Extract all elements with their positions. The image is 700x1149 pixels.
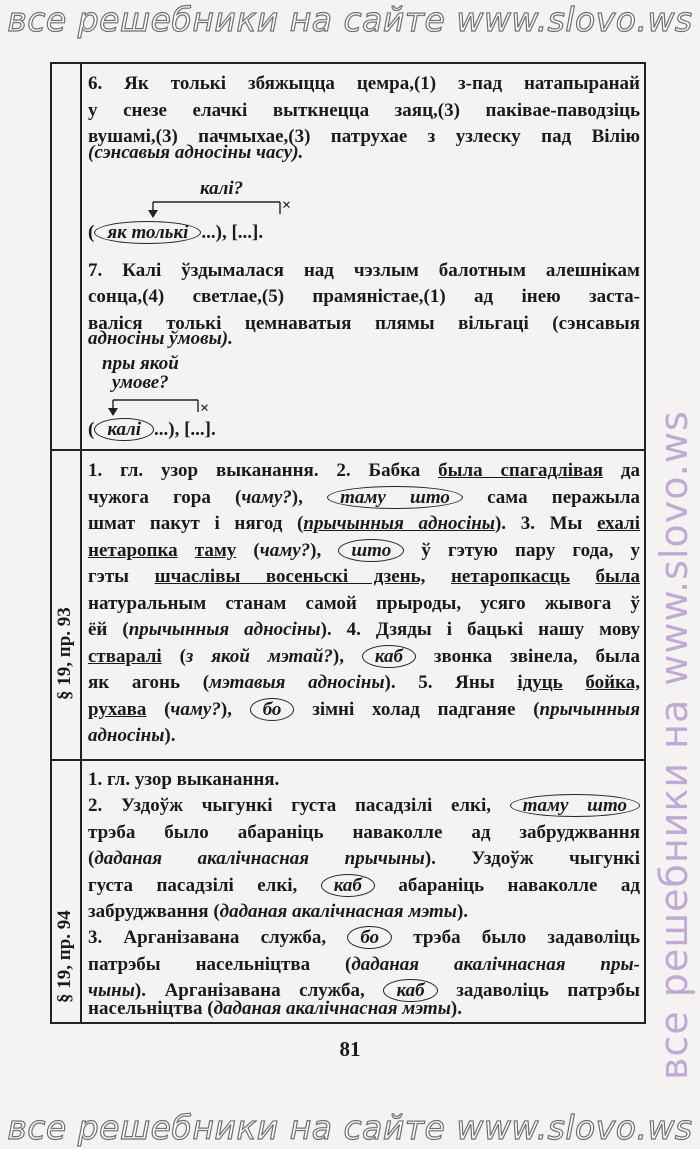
ex93-text: ), xyxy=(291,487,303,508)
ex93-text: ( xyxy=(164,699,171,720)
item7-question-2: умове? xyxy=(112,372,169,393)
ex93-text: звонка звінела, была xyxy=(433,646,640,667)
ex93-question: чаму? xyxy=(241,487,292,508)
item6-scheme-close: ...), [...]. xyxy=(201,222,264,243)
item7-scheme-open: ( xyxy=(88,419,95,440)
ex93-text: натуральным станам самой прыроды, усяго жывога ў xyxy=(88,593,640,614)
ex94-line7 xyxy=(88,925,640,952)
ex94-clause-type: даданая акалічнасная мэты xyxy=(213,998,451,1019)
ex93-text: ). 5. Яны xyxy=(384,672,495,693)
ex93-adverbial: рухава xyxy=(88,699,147,720)
ex93-text: гэты xyxy=(88,566,130,587)
ex93-line7 xyxy=(88,617,640,644)
item6-scheme-open: ( xyxy=(88,222,95,243)
ex94-text: патрэбы насельніцтва ( xyxy=(88,954,352,975)
ex93-text: зімні холад падганяе ( xyxy=(312,699,540,720)
item7-cross: × xyxy=(200,400,210,417)
ex94-clause-type: даданая акалічнасная пры- xyxy=(351,954,640,975)
ex94-conjunction: каб xyxy=(383,979,437,1002)
ex93-correlative: таму xyxy=(194,540,237,561)
item7-line3: валіся толькі цемнаватыя плямы вільгаці (сэнсавыя xyxy=(88,313,640,334)
watermark-top: все решебники на сайте www.slovo.ws xyxy=(7,0,693,39)
row-divider-2 xyxy=(50,759,646,761)
watermark-side: все решебники на www.slovo.ws xyxy=(652,410,696,1080)
ex94-line8 xyxy=(88,952,640,979)
ex93-line3 xyxy=(88,511,640,538)
ex93-line4 xyxy=(88,538,640,565)
item7-conjunction: калі xyxy=(94,418,154,441)
ex93-text: ), xyxy=(332,646,344,667)
ex93-text: ), xyxy=(220,699,232,720)
item6-cross: × xyxy=(282,197,292,214)
ex94-line4 xyxy=(88,846,640,873)
label-column-divider xyxy=(80,62,82,1024)
ex93-text: ), xyxy=(310,540,322,561)
ex93-text: чужога гора ( xyxy=(88,487,242,508)
section-label-94: § 19, пр. 94 xyxy=(54,910,75,1003)
ex94-clause-type: чыны xyxy=(88,980,135,1001)
ex93-text: шмат пакут і нягод ( xyxy=(88,513,304,534)
ex94-line1 xyxy=(88,767,640,794)
ex93-text: ў гэтую пару года, у xyxy=(421,540,641,561)
item7-question-1: пры якой xyxy=(102,353,179,374)
item6-line3: вушамі,(3) пачмыхае,(3) патрухае з узлеску пад Вілію xyxy=(88,126,640,147)
ex94-line5 xyxy=(88,873,640,900)
item6-line1: 6. Як толькі збяжыцца цемра,(1) з-пад натапыранай xyxy=(88,73,640,94)
item7-line2: сонца,(4) светлае,(5) прамяністае,(1) ад інею заста- xyxy=(88,286,640,307)
ex94-text: ). xyxy=(456,901,469,922)
ex94-text: задаволіць патрэбы xyxy=(456,980,641,1001)
ex94-text: густа пасадзілі елкі, xyxy=(88,875,298,896)
ex94-text: ). Уздоўж чыгункі xyxy=(424,848,640,869)
ex93-relation: прычынныя адносіны xyxy=(303,513,495,534)
item6-scheme xyxy=(88,222,263,244)
ex94-text: 1. гл. узор выканання. xyxy=(88,769,280,790)
ex94-line2 xyxy=(88,793,640,820)
ex93-text: ). 3. Мы xyxy=(494,513,583,534)
ex93-line10 xyxy=(88,697,640,724)
item7-relation: адносіны ўмовы). xyxy=(88,328,233,349)
ex94-text: насельніцтва ( xyxy=(88,998,214,1019)
page-number: 81 xyxy=(339,1037,361,1061)
ex93-line9 xyxy=(88,670,640,697)
ex93-question: чаму? xyxy=(170,699,221,720)
ex94-text: трэба было абараніць наваколле ад забруджвання xyxy=(88,822,640,843)
watermark-bottom: все решебники на сайте www.slovo.ws xyxy=(7,1108,693,1147)
ex93-adverbial: бойка, xyxy=(585,672,641,693)
section-label-93: § 19, пр. 93 xyxy=(54,607,75,700)
ex94-clause-type: даданая акалічнасная прычыны xyxy=(94,848,425,869)
row-divider-1 xyxy=(50,449,646,451)
ex93-predicate: ехалі xyxy=(597,513,640,534)
item7-scheme xyxy=(88,419,216,441)
ex93-predicate: была xyxy=(595,566,641,587)
ex93-text: ). xyxy=(164,725,176,746)
item6-relation: (сэнсавыя адносіны часу). xyxy=(88,142,304,163)
ex94-text: ). Арганізавана служба, xyxy=(134,980,365,1001)
item6-conjunction: як толькі xyxy=(94,221,201,244)
ex93-text: сама перажыла xyxy=(487,487,641,508)
ex94-text: трэба было задаволіць xyxy=(413,927,640,948)
ex93-text: 1. гл. узор выканання. 2. Бабка xyxy=(88,460,421,481)
ex93-line1 xyxy=(88,458,640,485)
ex94-conjunction: каб xyxy=(321,874,375,897)
item7-scheme-close: ...), [...]. xyxy=(154,419,216,440)
ex93-question: з якой мэтай? xyxy=(185,646,333,667)
ex94-text: абараніць наваколле ад xyxy=(398,875,640,896)
ex93-line5 xyxy=(88,564,640,591)
item7-line1: 7. Калі ўздымалася над чэзлым балотным алешнікам xyxy=(88,260,640,281)
ex93-text: ( xyxy=(253,540,260,561)
ex93-line11 xyxy=(88,723,640,750)
item6-line4 xyxy=(88,140,640,167)
ex94-conjunction: бо xyxy=(347,926,392,949)
ex93-conjunction: каб xyxy=(362,645,416,668)
ex93-adverbial: шчаслівы восеньскі дзень, xyxy=(154,566,426,587)
ex94-text: ). xyxy=(450,998,462,1019)
ex94-text: 2. Уздоўж чыгункі густа пасадзілі елкі, xyxy=(88,795,492,816)
ex93-question: чаму? xyxy=(259,540,311,561)
ex93-conjunction: бо xyxy=(250,698,295,721)
ex93-subject: нетаропкасць xyxy=(450,566,570,587)
ex94-conjunction: таму што xyxy=(510,794,640,817)
ex94-line3 xyxy=(88,820,640,847)
ex93-conjunction: таму што xyxy=(327,486,463,509)
ex93-predicate: стваралі xyxy=(88,646,162,667)
ex93-text: ). 4. Дзяды і бацькі нашу мову xyxy=(320,619,640,640)
item6-line2: у снезе елачкі выткнецца заяц,(3) паківае-паводзіць xyxy=(88,100,640,121)
ex93-predicate: была спагадлівая xyxy=(438,460,604,481)
ex93-text: ( xyxy=(179,646,186,667)
ex93-line6 xyxy=(88,591,640,618)
ex94-text: ( xyxy=(88,848,95,869)
ex94-text: забруджвання ( xyxy=(88,901,220,922)
ex93-conjunction: што xyxy=(338,539,404,562)
ex93-line8 xyxy=(88,644,640,671)
ex94-line6 xyxy=(88,899,640,926)
ex94-clause-type: даданая акалічнасная мэты xyxy=(219,901,457,922)
ex93-text: ёй ( xyxy=(88,619,129,640)
ex93-relation: мэтавыя адносіны xyxy=(209,672,385,693)
item6-question: калі? xyxy=(200,178,244,199)
ex93-relation: прычынныя адносіны xyxy=(128,619,321,640)
ex93-adverbial: нетаропка xyxy=(88,540,178,561)
item7-line4 xyxy=(88,326,640,353)
ex93-text: да xyxy=(620,460,641,481)
ex93-relation: адносіны xyxy=(88,725,165,746)
ex93-line2 xyxy=(88,485,640,512)
ex93-text: як агонь ( xyxy=(88,672,210,693)
ex94-text: 3. Арганізавана служба, xyxy=(88,927,327,948)
ex93-relation: прычынныя xyxy=(539,699,641,720)
ex94-line10 xyxy=(88,996,640,1023)
ex93-predicate: ідуць xyxy=(517,672,563,693)
